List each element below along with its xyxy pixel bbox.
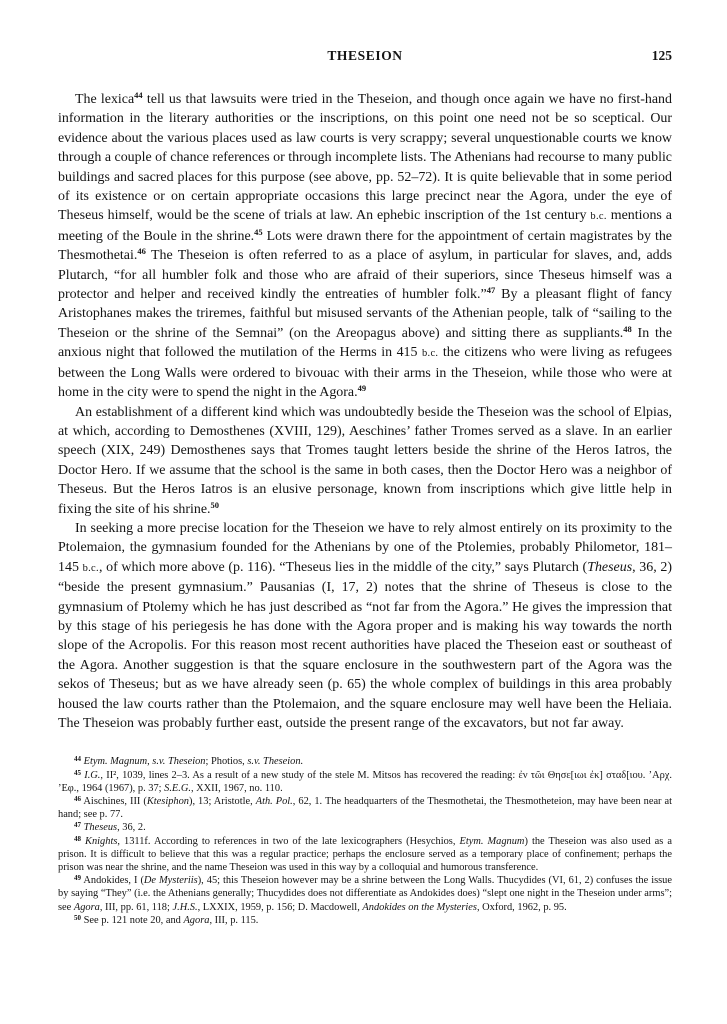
text-run: The lexica	[75, 92, 135, 107]
note-reference: 49	[74, 874, 81, 883]
footnote	[58, 769, 672, 795]
paragraph	[58, 519, 672, 733]
text-run: See p. 121 note 20, and	[81, 914, 184, 926]
text-run: In the anxious night that followed the mutilation of the Herms in 415	[58, 325, 673, 361]
text-run: ), 45; this Theseion however may be a shrine between the Long Walls. Thucydides (VI, 61, 2) confuses the issue by saying “They” (i.e. the Athenians generally; Thucydides does not differentiate as Andokides does) “slept one night in the Theseion under arms”; see	[58, 875, 672, 913]
text-run: , III, pp. 61, 118;	[99, 901, 173, 913]
note-reference: 49	[357, 383, 367, 394]
footnote	[58, 874, 672, 914]
era-abbreviation: b.c.	[590, 211, 607, 223]
era-abbreviation: b.c.	[82, 562, 99, 574]
italic-text: Ath. Pol.	[255, 796, 293, 808]
text-run: the citizens who were living as refugees between the Long Walls were ordered to bivouac with their arms in the Theseion, while those who were at home in the city were to spend the night in the Agora.	[58, 345, 672, 401]
text-run: ; Photios,	[205, 756, 248, 768]
text-run: , LXXIX, 1959, p. 156; D. Macdowell,	[197, 901, 363, 913]
page-number: 125	[651, 48, 672, 63]
text-run: , 36, 2) “beside the present gymnasium.” Pausanias (I, 17, 2) notes that the shrine of Theseus is close to the gymnasium of Ptolemy which he has just described as “not far from the Agora.” He gives the impression that by this stage of his periegesis he has done with the Agora proper and is making his way towards the north slope of the Acropolis. For this reason most recent authorities have placed the Theseion east or southeast of the Agora. Another suggestion is that the square enclosure in the southwestern part of the Agora was the sekos of Theseus; but as we have already seen (p. 65) the whole complex of buildings in this area probably housed the law courts rather than the Ptolemaion, and the square enclosure may well have been the Heliaia. The Theseion was probably further east, outside the present range of the excavators, but not far away.	[58, 559, 672, 731]
note-reference: 44	[74, 755, 81, 764]
paragraph	[58, 90, 672, 403]
note-reference: 50	[210, 499, 220, 510]
body-text	[58, 90, 672, 733]
text-run: By a pleasant flight of fancy Aristophanes makes the triremes, faithful but misused servants of the Athenian people, talk of “sailing to the Theseion or the shrine of the Semnai” (on the Areopagus above) and sitting there as suppliants.	[58, 287, 672, 341]
text-run: An establishment of a different kind which was undoubtedly beside the Theseion was the school of Elpias, at which, according to Demosthenes (XVIII, 129), Aeschines’ father Tromes served as a slave. In an earlier speech (XIX, 249) Demosthenes says that Tromes taught letters beside the shrine of the Heros Iatros, the Doctor Hero. If we assume that the school is the same in both cases, then the Doctor Hero was a neighbor of Theseus. But the Heros Iatros is an elusive personage, known from inscriptions which give little help in fixing the site of his shrine.	[58, 404, 672, 517]
italic-text: Theseus	[83, 822, 118, 834]
italic-text: S.E.G.	[164, 782, 191, 794]
note-reference: 47	[74, 821, 81, 830]
footnote	[58, 821, 672, 834]
text-run: In seeking a more precise location for the Theseion we have to rely almost entirely on its proximity to the Ptolemaion, the gymnasium founded for the Athenians by one of the Ptolemies, probably Philometor, 181–145	[58, 520, 672, 575]
italic-text: Agora	[73, 901, 100, 913]
italic-text: s.v. Theseion.	[247, 756, 304, 768]
italic-text: Etym. Magnum, s.v. Theseion	[83, 756, 206, 768]
note-reference: 45	[254, 226, 263, 237]
page-header	[58, 48, 672, 68]
text-run: ), 13; Aristotle,	[189, 796, 256, 808]
note-reference: 46	[137, 246, 146, 257]
text-run: , III, p. 115.	[209, 914, 259, 926]
italic-text: Agora	[183, 914, 210, 926]
text-run: Andokides, I (	[81, 875, 144, 887]
text-run: Lots were drawn there for the appointment of certain magistrates by the Thesmothetai.	[58, 228, 672, 264]
note-reference: 48	[74, 834, 81, 843]
text-run: The Theseion is often referred to as a place of asylum, in particular for slaves, and, adds Plutarch, “for all humbler folk and those who are afraid of their superiors, since Theseus himself was a protector and helper and received kindly the entreaties of humbler folk.”	[58, 248, 672, 303]
footnote	[58, 914, 672, 927]
text-run: tell us that lawsuits were tried in the Theseion, and though once again we have no first-hand information in the literary authorities or the inscriptions, on this point one need not be so sceptical. Our evidence about the various places used as law courts is very scrappy; several unquestionable courts we know through a couple of chance references or through incomplete lists. The Athenians had recourse to many public buildings and sacred places for this purpose (see above, pp. 52–72). It is quite believable that in some period of its existence or on certain appropriate occasions this large precinct near the Agora, under the eye of Theseus himself, would be the scene of trials at law. An ephebic inscription of the 1st century	[58, 92, 672, 224]
text-run: , XXII, 1967, no. 110.	[190, 782, 283, 794]
text-run: , 1311f. According to references in two of the late lexicographers (Hesychios,	[117, 835, 460, 847]
note-reference: 45	[74, 768, 81, 777]
italic-text: Knights	[85, 835, 118, 847]
note-reference: 48	[623, 323, 632, 334]
text-run: , of which more above (p. 116). “Theseus lies in the middle of the city,” says Plutarch (	[98, 559, 588, 575]
paragraph	[58, 403, 672, 519]
running-head: THESEION	[327, 48, 403, 63]
note-reference: 44	[134, 90, 143, 100]
note-reference: 47	[486, 285, 496, 296]
footnote	[58, 795, 672, 821]
footnotes	[58, 755, 672, 927]
note-reference: 46	[74, 795, 81, 804]
italic-text: Theseus	[587, 559, 633, 575]
text-run: ) the Theseion was also used as a prison. It is difficult to believe that this was a regular practice; perhaps the enclosure served as a temporary place of confinement; perhaps the prison was near the shrine, and the name Theseion was used in this way by a colloquial and humorous transference.	[58, 835, 672, 874]
italic-text: De Mysteriis	[143, 875, 198, 887]
text-run: mentions a meeting of the Boule in the shrine.	[58, 208, 672, 244]
text-run: Aischines, III (	[81, 796, 147, 808]
footnote	[58, 755, 672, 768]
italic-text: Etym. Magnum	[459, 835, 525, 847]
italic-text: Ktesiphon	[146, 796, 189, 808]
text-run: , II², 1039, lines 2–3. As a result of a new study of the stele M. Mitsos has recovered the reading: ἐν τῶι Θησε[ιωι ἐκ] σταδ[ιου. ’Αρχ. ’Εφ., 1964 (1967), p. 37;	[58, 769, 672, 794]
italic-text: Andokides on the Mysteries	[362, 901, 477, 913]
note-reference: 50	[74, 913, 81, 922]
text-run: , 62, 1. The headquarters of the Thesmothetai, the Thesmotheteion, may have been near at hand; see p. 77.	[58, 796, 673, 821]
italic-text: J.H.S.	[172, 901, 198, 913]
book-page	[58, 48, 672, 927]
text-run: , 36, 2.	[117, 822, 146, 834]
footnote	[58, 835, 672, 875]
era-abbreviation: b.c.	[422, 348, 439, 360]
text-run: , Oxford, 1962, p. 95.	[476, 901, 567, 913]
italic-text: I.G.	[84, 769, 101, 781]
